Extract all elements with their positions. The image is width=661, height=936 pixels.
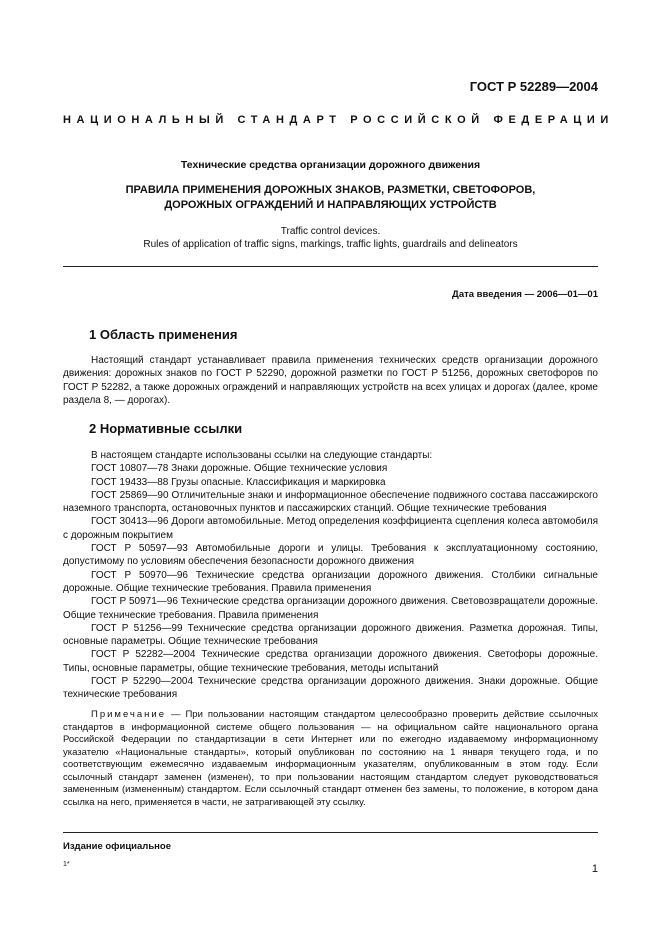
reference-item: ГОСТ Р 52290—2004 Технические средства организации дорожного движения. Знаки дорожные. Общие технические требования [63,676,598,701]
english-title-line-2: Rules of application of traffic signs, markings, traffic lights, guardrails and delineators [143,239,518,250]
footer-divider [63,832,598,833]
page-number: 1 [591,863,598,875]
reference-item: ГОСТ 10807—78 Знаки дорожные. Общие технические условия [91,463,388,475]
section-1-heading: 1 Область применения [89,327,238,342]
reference-item: ГОСТ 19433—88 Грузы опасные. Классификация и маркировка [91,476,386,488]
section-2-references [63,449,598,702]
note-text: — При пользовании настоящим стандартом целесообразно проверить действие ссылочных стандартов в информационной системе общего пользования — на официальном сайте национального органа Российской Федерации по стандартизации в сети Интернет или по ежегодно издаваемому информационному указателю «Национальные стандарты», который опубликован по состоянию на 1 января текущего года, и по соответствующим ежемесячно издаваемым информационным указателям, опубликованным в этом году. Если ссылочный стандарт заменен (изменен), то при пользовании настоящим стандартом следует руководствоваться замененным (измененным) стандартом. Если ссылочный стандарт отменен без замены, то положение, в котором дана ссылка на него, применяется в части, не затрагивающей эту ссылку. [63,709,598,808]
english-title [63,225,598,251]
subject-title: Технические средства организации дорожного движения [180,159,481,171]
reference-item: ГОСТ 30413—96 Дороги автомобильные. Метод определения коэффициента сцепления колеса автомобиля с дорожным покрытием [63,516,598,541]
reference-item: ГОСТ Р 50971—96 Технические средства организации дорожного движения. Световозвращатели дорожные. Общие технические требования. Правила применения [63,596,598,621]
main-title-line-1: ПРАВИЛА ПРИМЕНЕНИЯ ДОРОЖНЫХ ЗНАКОВ, РАЗМЕТКИ, СВЕТОФОРОВ, [125,184,536,196]
section-1-body [63,354,598,407]
english-title-line-1: Traffic control devices. [280,226,381,237]
print-mark: 1* [63,861,70,868]
main-title-line-2: ДОРОЖНЫХ ОГРАЖДЕНИЙ И НАПРАВЛЯЮЩИХ УСТРОЙСТВ [164,199,497,211]
main-title [63,183,598,213]
note-label: Примечание [91,709,166,720]
reference-item: ГОСТ Р 52282—2004 Технические средства организации дорожного движения. Светофоры дорожные. Типы, основные параметры, общие технические требования, методы испытаний [63,649,598,674]
reference-item: ГОСТ 25869—90 Отличительные знаки и информационное обеспечение подвижного состава пассажирского наземного транспорта, остановочных пунктов и пассажирских станций. Общие технические требования [63,489,598,515]
reference-item: ГОСТ Р 50970—96 Технические средства организации дорожного движения. Столбики сигнальные дорожные. Общие технические требования. Правила применения [63,569,598,594]
reference-item: ГОСТ Р 50597—93 Автомобильные дороги и улицы. Требования к эксплуатационному состоянию, допустимому по условиям обеспечения безопасности дорожного движения [63,543,598,568]
title-divider [63,266,598,267]
document-number: ГОСТ Р 52289—2004 [469,79,598,94]
note-paragraph [63,709,598,809]
section-1-paragraph: Настоящий стандарт устанавливает правила применения технических средств организации дорожного движения: дорожных знаков по ГОСТ Р 52290, дорожной разметки по ГОСТ Р 51256, дорожных светофоров по ГОСТ Р 52282, а также дорожных ограждений и направляющих устройств на всех улицах и дорогах (далее, кроме раздела 8, — дорогах). [63,355,598,406]
national-standard-banner: НАЦИОНАЛЬНЫЙ СТАНДАРТ РОССИЙСКОЙ ФЕДЕРАЦИИ [63,114,614,126]
reference-item: ГОСТ Р 51256—99 Технические средства организации дорожного движения. Разметка дорожная. Типы, основные параметры. Общие технические требования [63,622,598,648]
reference-item: В настоящем стандарте использованы ссылки на следующие стандарты: [91,450,433,461]
intro-date: Дата введения — 2006—01—01 [452,289,598,300]
section-2-heading: 2 Нормативные ссылки [89,421,243,436]
official-edition-label: Издание официальное [63,841,171,852]
reference-note [63,709,598,809]
